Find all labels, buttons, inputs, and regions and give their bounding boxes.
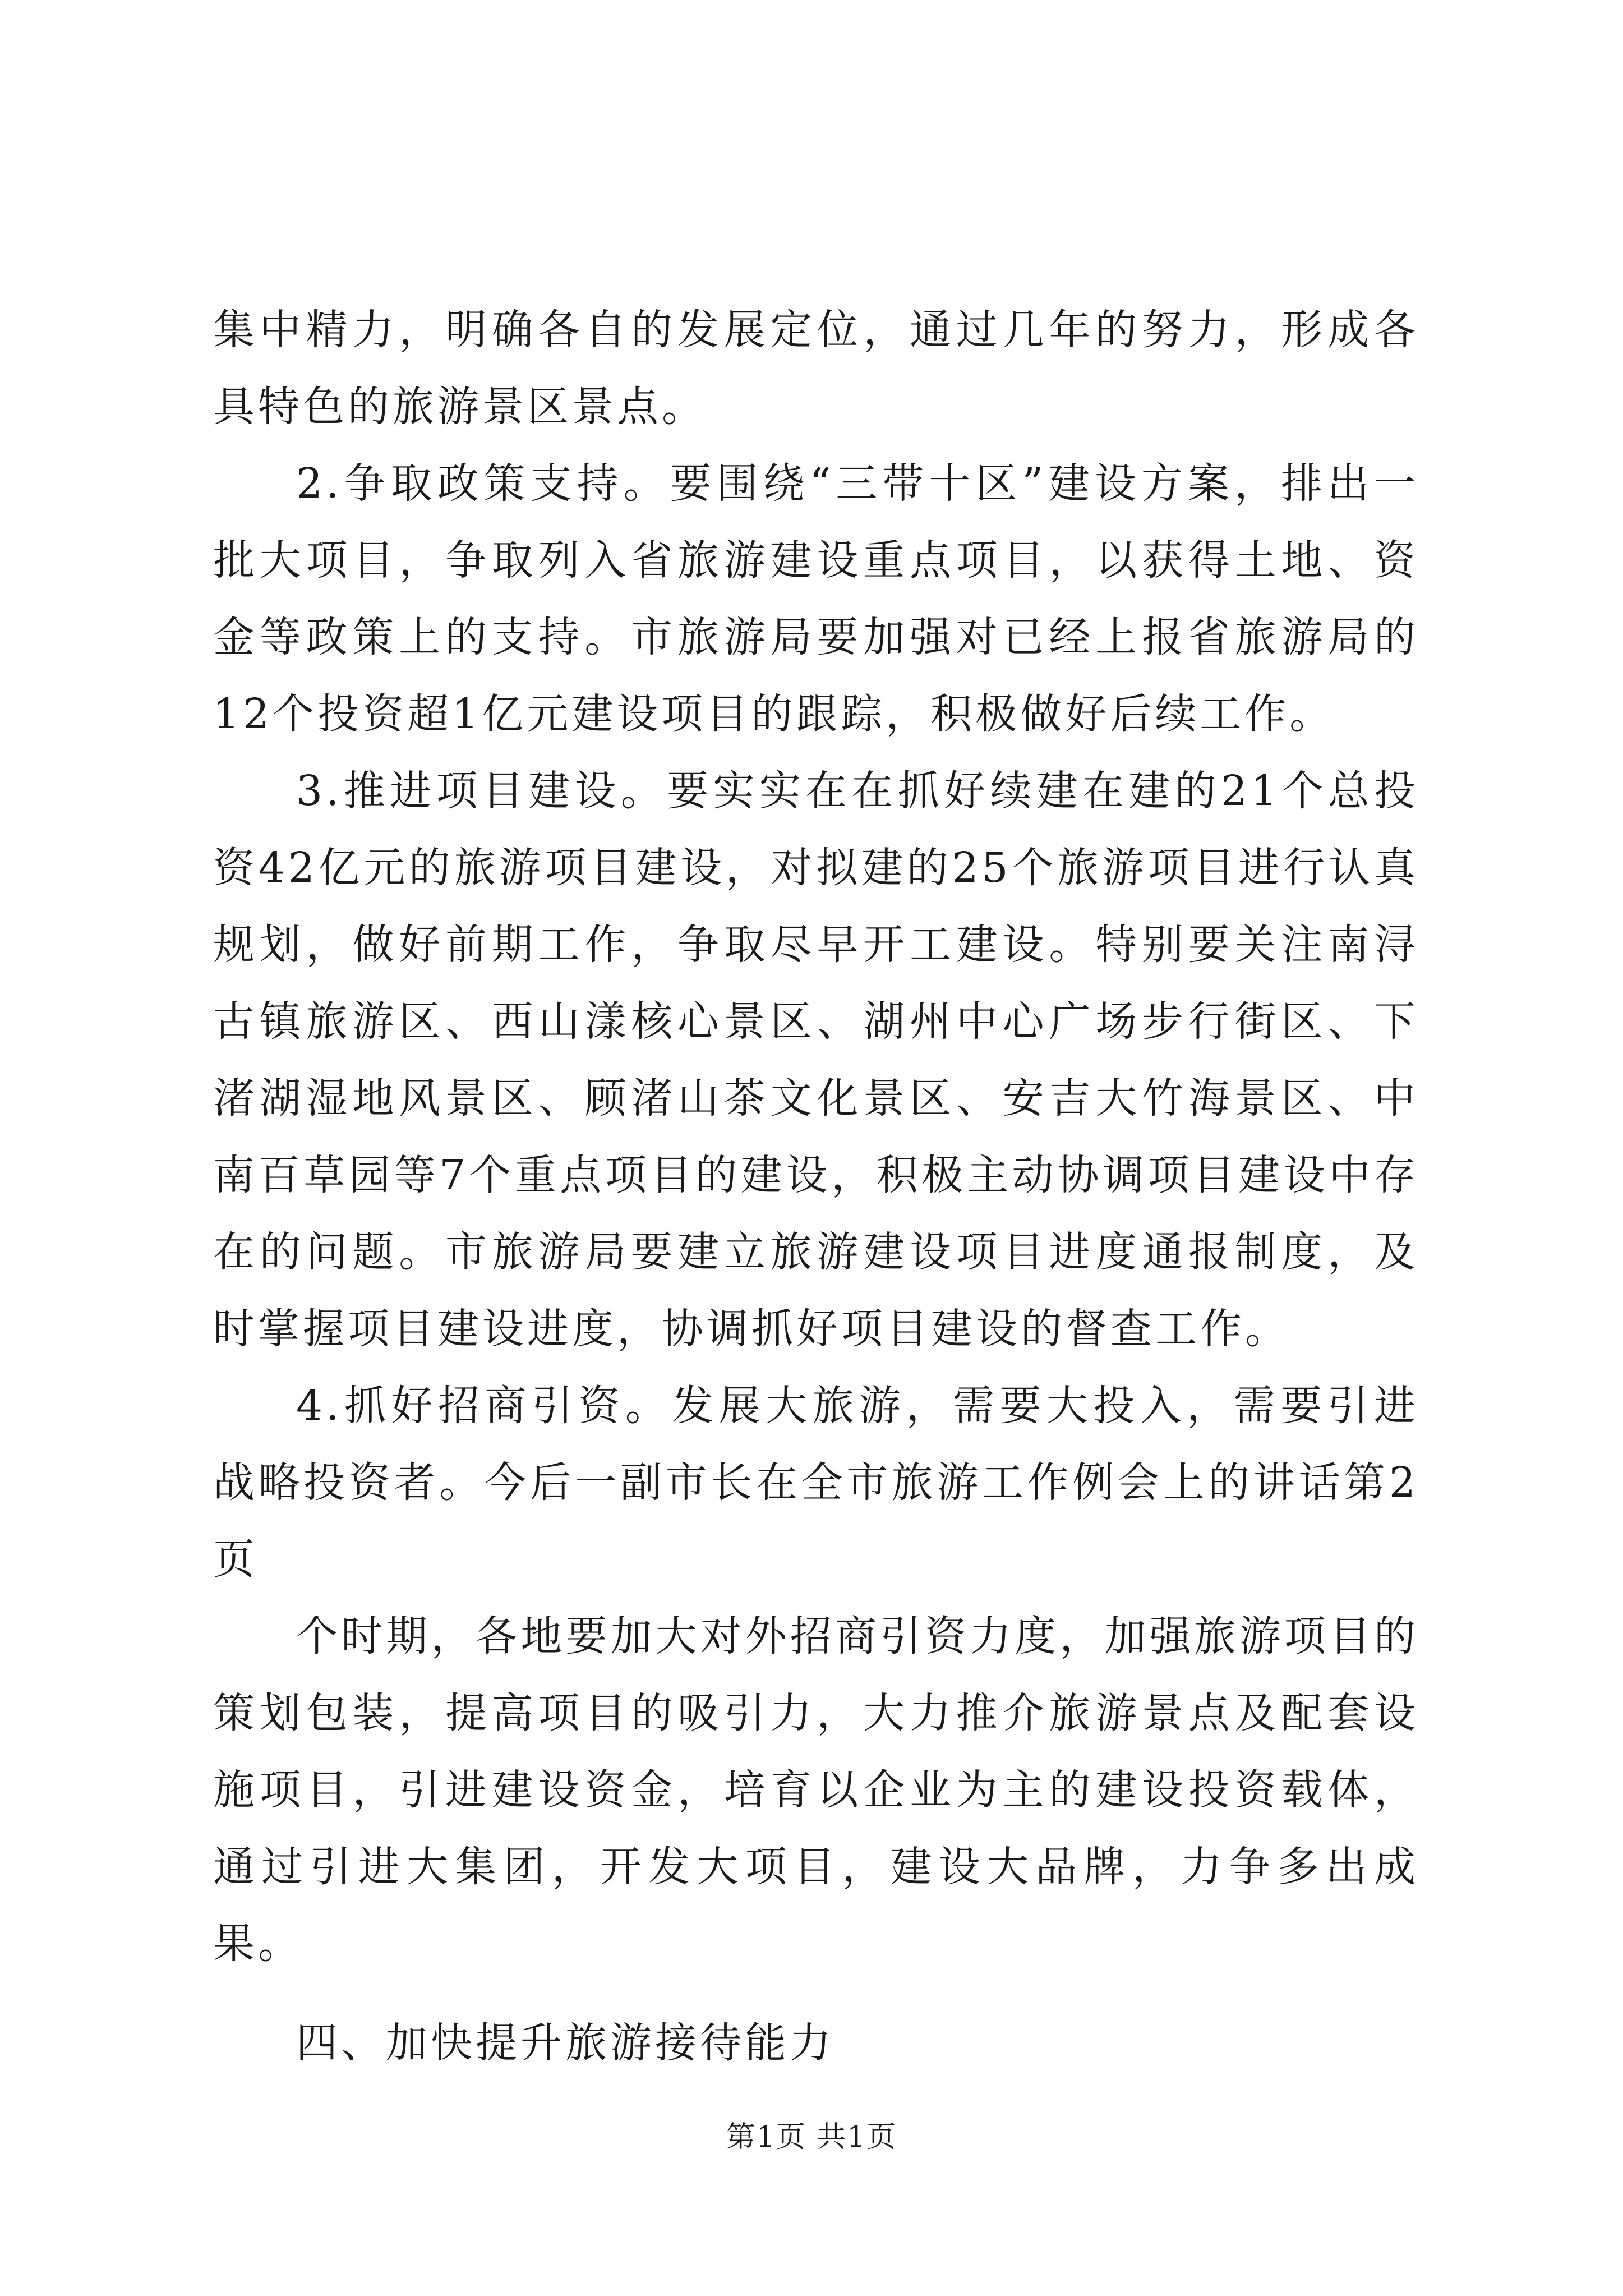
page-footer: 第1页 共1页 [726,2120,897,2154]
paragraph-continuation: 集中精力，明确各自的发展定位，通过几年的努力，形成各具特色的旅游景区景点。 [213,306,1419,431]
section-heading: 四、加快提升旅游接待能力 [296,2019,834,2067]
document-body [213,292,1419,2082]
paragraph-policy-support: 2.争取政策支持。要围绕“三带十区”建设方案，排出一批大项目，争取列入省旅游建设重点项目，以获得土地、资金等政策上的支持。市旅游局要加强对已经上报省旅游局的12个投资超1亿元建设项目的跟踪，积极做好后续工作。 [213,459,1419,738]
paragraph-investment-continued: 个时期，各地要加大对外招商引资力度，加强旅游项目的策划包装，提高项目的吸引力，大力推介旅游景点及配套设施项目，引进建设资金，培育以企业为主的建设投资载体，通过引进大集团，开发大项目，建设大品牌，力争多出成果。 [213,1612,1419,1968]
paragraph-project-construction: 3.推进项目建设。要实实在在抓好续建在建的21个总投资42亿元的旅游项目建设，对拟建的25个旅游项目进行认真规划，做好前期工作，争取尽早开工建设。特别要关注南浔古镇旅游区、西山漾核心景区、湖州中心广场步行街区、下渚湖湿地风景区、顾渚山茶文化景区、安吉大竹海景区、中南百草园等7个重点项目的建设，积极主动协调项目建设中存在的问题。市旅游局要建立旅游建设项目进度通报制度，及时掌握项目建设进度，协调抓好项目建设的督查工作。 [213,767,1419,1353]
paragraph-investment-attraction: 4.抓好招商引资。发展大旅游，需要大投入，需要引进战略投资者。今后一副市长在全市旅游工作例会上的讲话第2页 [213,1382,1419,1584]
